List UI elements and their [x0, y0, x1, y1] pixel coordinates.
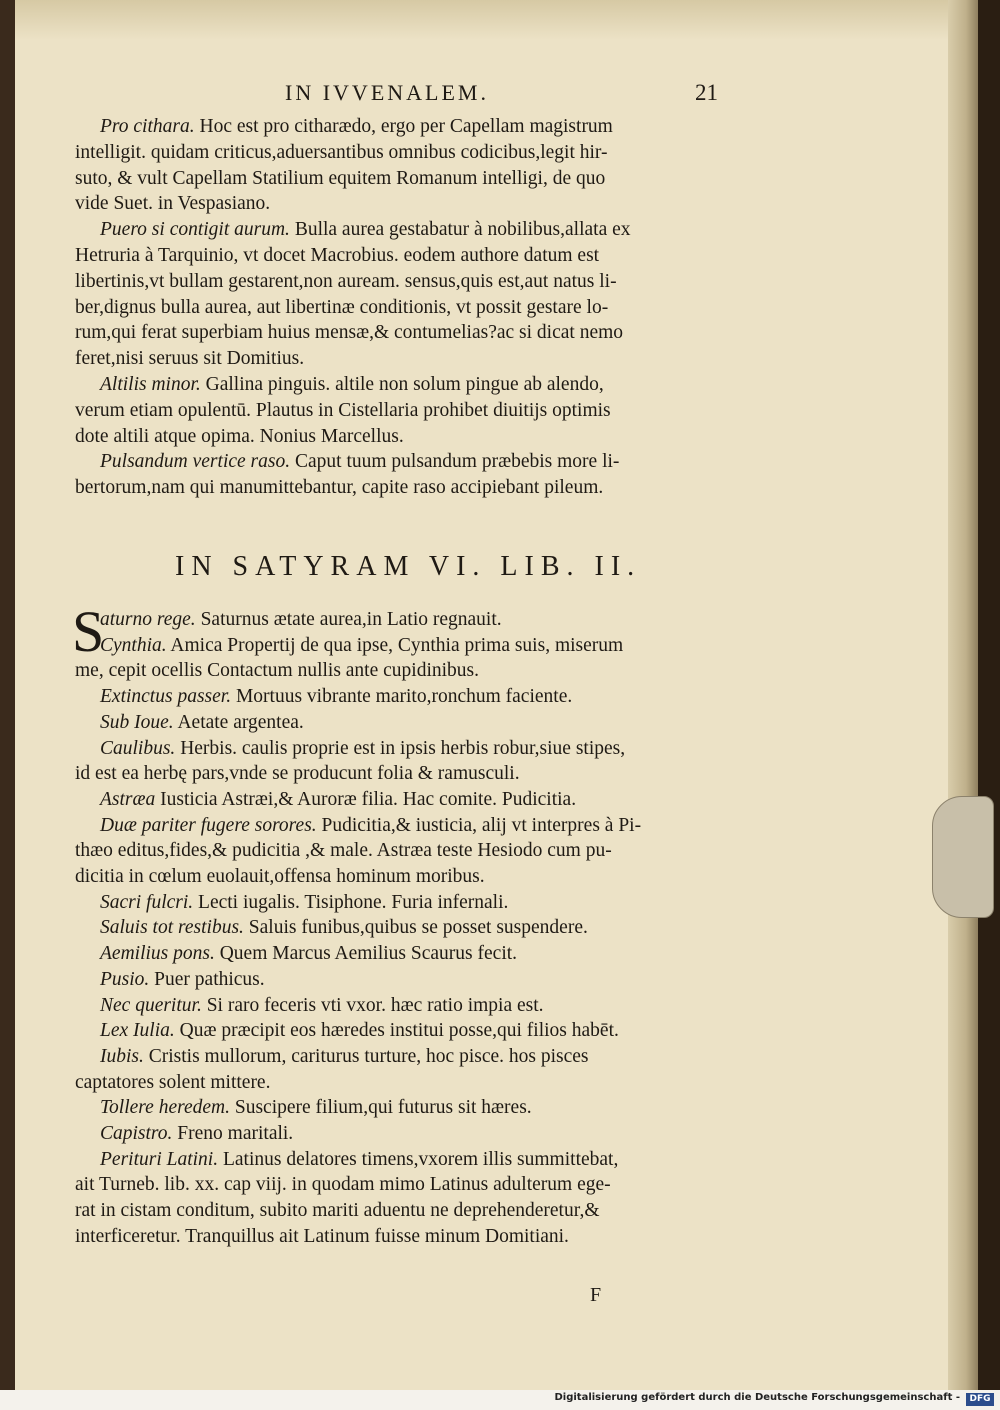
- gloss-text: interficeretur. Tranquillus ait Latinum fuisse minum Domitiani.: [75, 1225, 569, 1247]
- lemma: Duæ pariter fugere sorores.: [100, 814, 317, 836]
- gloss-text: vide Suet. in Vespasiano.: [75, 193, 271, 215]
- lemma: Caulibus.: [100, 737, 176, 759]
- text-line: [100, 891, 790, 915]
- lemma: Lex Iulia.: [100, 1020, 175, 1042]
- gloss-text: Cristis mullorum, cariturus turture, hoc pisce. hos pisces: [143, 1045, 589, 1067]
- text-line: [100, 737, 790, 761]
- gloss-text: Latinus delatores timens,vxorem illis summittebat,: [218, 1148, 619, 1170]
- gloss-text: Lecti iugalis. Tisiphone. Furia infernali.: [193, 891, 509, 913]
- lemma: Puero si contigit aurum.: [100, 219, 290, 241]
- lemma: Sacri fulcri.: [100, 891, 194, 913]
- text-line: [75, 244, 765, 268]
- gloss-text: rat in cistam conditum, subito mariti aduentu ne deprehenderetur,&: [75, 1200, 600, 1222]
- gloss-text: id est ea herbę pars,vnde se producunt folia & ramusculi.: [75, 763, 520, 785]
- text-line: [75, 476, 765, 500]
- page-shadow: [15, 0, 950, 40]
- gloss-text: feret,nisi seruus sit Domitius.: [75, 348, 305, 370]
- text-line: [75, 762, 765, 786]
- lemma: Pulsandum vertice raso.: [100, 451, 291, 473]
- text-line: [100, 968, 790, 992]
- lemma: aturno rege.: [100, 609, 196, 630]
- text-line: [75, 192, 765, 216]
- lemma: Iubis.: [100, 1045, 144, 1067]
- gloss-text: Amica Propertij de qua ipse, Cynthia prima suis, miserum: [166, 634, 624, 656]
- section-heading: IN SATYRAM VI. LIB. II.: [175, 551, 642, 582]
- text-line: [75, 1173, 765, 1197]
- text-line: [100, 450, 790, 474]
- gloss-text: Freno maritali.: [172, 1123, 294, 1144]
- text-line: [75, 1199, 765, 1223]
- gloss-text: Hoc est pro citharædo, ergo per Capellam magistrum: [194, 116, 613, 137]
- gloss-text: Iusticia Astræi,& Auroræ filia. Hac comite. Pudicitia.: [155, 788, 577, 810]
- text-line: [100, 1122, 790, 1146]
- gloss-text: Saturnus ætate aurea,in Latio regnauit.: [195, 609, 502, 630]
- text-line: [75, 425, 765, 449]
- footer-bar: [0, 1390, 1000, 1410]
- text-line: [100, 788, 790, 812]
- gloss-text: Bulla aurea gestabatur à nobilibus,allata ex: [289, 219, 631, 241]
- text-line: [75, 167, 765, 191]
- gloss-text: Gallina pinguis. altile non solum pingue ab alendo,: [200, 374, 604, 395]
- text-line: [75, 1071, 765, 1095]
- text-line: [100, 1148, 790, 1172]
- gloss-text: intelligit. quidam criticus,aduersantibus omnibus codicibus,legit hir-: [75, 141, 608, 163]
- gloss-text: ait Turneb. lib. xx. cap viij. in quodam mimo Latinus adulterum ege-: [75, 1174, 611, 1196]
- lemma: Pusio.: [100, 968, 150, 990]
- text-line: [75, 321, 765, 345]
- text-line: [100, 994, 790, 1018]
- lemma: Perituri Latini.: [100, 1148, 219, 1170]
- text-line: [100, 916, 790, 940]
- drop-cap: S: [72, 599, 105, 664]
- binding-strip: [978, 0, 1000, 1390]
- lemma: Altilis minor.: [100, 374, 201, 395]
- text-line: [100, 1096, 790, 1120]
- gloss-text: suto, & vult Capellam Statilium equitem Romanum intelligi, de quo: [75, 167, 606, 189]
- text-line: [100, 634, 790, 658]
- gloss-text: Si raro feceris vti vxor. hæc ratio impia est.: [201, 994, 544, 1016]
- gloss-text: captatores solent mittere.: [75, 1071, 271, 1093]
- text-line: [75, 141, 765, 165]
- page-edge: [948, 0, 978, 1390]
- catchword: F: [590, 1284, 602, 1306]
- text-line: [75, 270, 765, 294]
- text-line: [100, 373, 790, 397]
- text-line: [100, 218, 790, 242]
- text-line: [75, 659, 765, 683]
- text-line: [75, 839, 765, 863]
- gloss-text: Saluis funibus,quibus se posset suspendere.: [243, 917, 588, 939]
- lemma: Saluis tot restibus.: [100, 917, 244, 939]
- dfg-logo: DFG: [966, 1393, 994, 1406]
- page-number: 21: [695, 80, 718, 105]
- gloss-text: dote altili atque opima. Nonius Marcellus.: [75, 425, 404, 447]
- running-head: IN IVVENALEM.: [285, 80, 489, 105]
- page-clip: [932, 796, 994, 918]
- text-line: [100, 942, 790, 966]
- lemma: Nec queritur.: [100, 994, 202, 1016]
- text-line: [75, 865, 765, 889]
- lemma: Cynthia.: [100, 634, 167, 656]
- gloss-text: Suscipere filium,qui futurus sit hæres.: [229, 1097, 532, 1119]
- text-line: [100, 115, 790, 139]
- gloss-text: Pudicitia,& iusticia, alij vt interpres à Pi-: [316, 814, 642, 836]
- lemma: Astræa: [100, 788, 156, 810]
- gloss-text: Quem Marcus Aemilius Scaurus fecit.: [214, 943, 518, 965]
- text-line: [75, 399, 765, 423]
- lemma: Aemilius pons.: [100, 943, 215, 965]
- lemma: Capistro.: [100, 1123, 173, 1144]
- gloss-text: Hetruria à Tarquinio, vt docet Macrobius. eodem authore datum est: [75, 245, 600, 266]
- gloss-text: ber,dignus bulla aurea, aut libertinæ conditionis, vt possit gestare lo-: [75, 296, 609, 318]
- gloss-text: thæo editus,fides,& pudicitia ,& male. Astræa teste Hesiodo cum pu-: [75, 840, 612, 862]
- gloss-text: bertorum,nam qui manumittebantur, capite raso accipiebant pileum.: [75, 477, 604, 499]
- lemma: Sub Ioue.: [100, 711, 174, 733]
- text-line: [75, 1225, 765, 1249]
- gloss-text: Aetate argentea.: [173, 711, 304, 733]
- gloss-text: verum etiam opulentū. Plautus in Cistellaria prohibet diuitijs optimis: [75, 399, 611, 421]
- lemma: Tollere heredem.: [100, 1097, 230, 1119]
- lemma: Extinctus passer.: [100, 686, 232, 708]
- gloss-text: dicitia in cœlum euolauit,offensa hominum moribus.: [75, 866, 485, 887]
- text-line: [100, 1019, 790, 1043]
- text-line: [100, 814, 790, 838]
- text-line: [75, 347, 765, 371]
- gloss-text: Quæ præcipit eos hæredes institui posse,qui filios habēt.: [174, 1020, 619, 1042]
- gloss-text: Caput tuum pulsandum præbebis more li-: [290, 451, 620, 473]
- gloss-text: rum,qui ferat superbiam huius mensæ,& contumelias?ac si dicat nemo: [75, 322, 624, 344]
- text-line: [100, 1045, 790, 1069]
- gloss-text: me, cepit ocellis Contactum nullis ante cupidinibus.: [75, 660, 480, 682]
- gloss-text: Herbis. caulis proprie est in ipsis herbis robur,siue stipes,: [175, 737, 626, 759]
- lemma: Pro cithara.: [100, 116, 195, 137]
- text-line: [100, 711, 790, 735]
- text-line: [100, 608, 790, 632]
- text-line: [75, 296, 765, 320]
- funding-note: Digitalisierung gefördert durch die Deutsche Forschungsgemeinschaft -: [554, 1392, 960, 1403]
- gloss-text: Mortuus vibrante marito,ronchum faciente.: [231, 686, 573, 708]
- gloss-text: Puer pathicus.: [149, 968, 265, 990]
- text-line: [100, 685, 790, 709]
- gloss-text: libertinis,vt bullam gestarent,non auream. sensus,quis est,aut natus li-: [75, 270, 617, 292]
